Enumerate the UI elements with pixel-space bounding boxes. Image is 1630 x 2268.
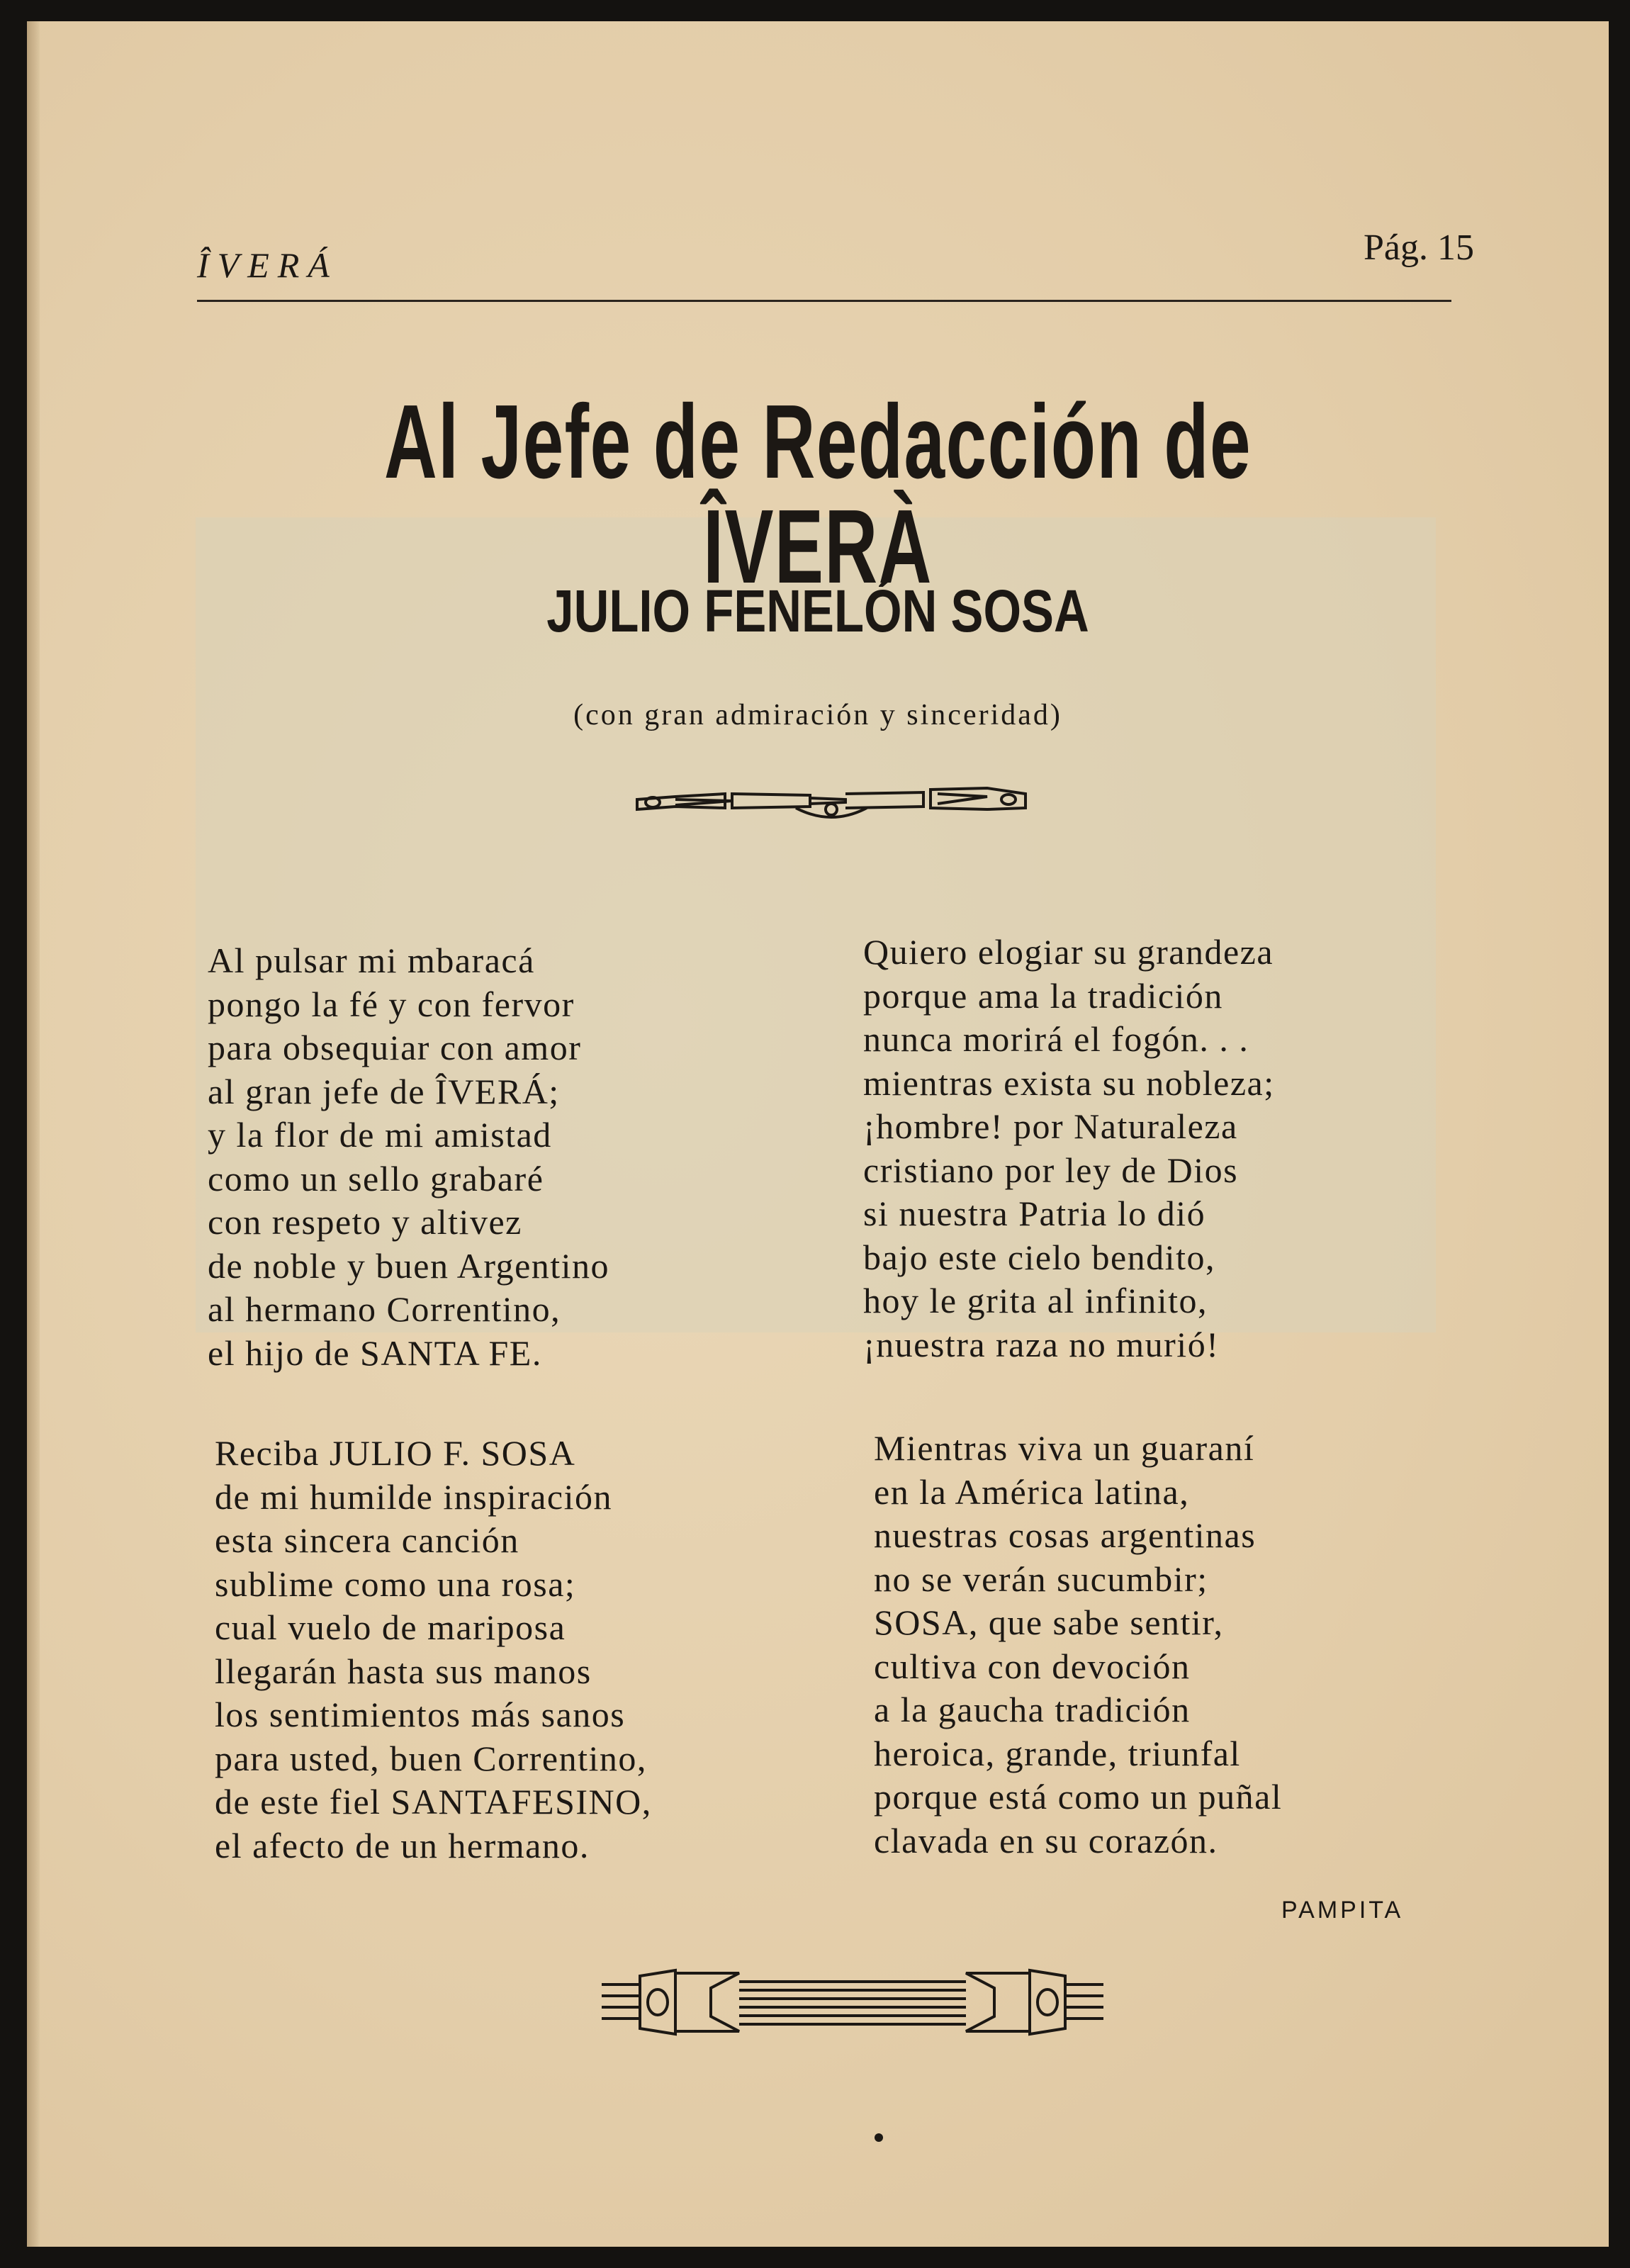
poem-line: heroica, grande, triunfal	[874, 1733, 1241, 1773]
poem-line: porque ama la tradición	[863, 975, 1223, 1016]
poem-line: Quiero elogiar su grandeza	[863, 932, 1274, 972]
poem-line: con respeto y altivez	[208, 1202, 522, 1242]
poem-line: de este fiel SANTAFESINO,	[215, 1782, 652, 1821]
poem-line: en la América latina,	[874, 1471, 1190, 1512]
header-rule	[197, 300, 1451, 302]
poem-line: al hermano Correntino,	[208, 1289, 561, 1329]
poem-line: de noble y buen Argentino	[208, 1245, 610, 1286]
dedication-line: (con gran admiración y sinceridad)	[573, 699, 1062, 731]
poem-line: cultiva con devoción	[874, 1646, 1191, 1686]
poem-line: si nuestra Patria lo dió	[863, 1194, 1206, 1233]
poem-stanza-3	[215, 1432, 652, 1868]
poem-line: llegarán hasta sus manos	[215, 1651, 592, 1691]
poem-line: cristiano por ley de Dios	[863, 1150, 1239, 1190]
ornament-bottom	[597, 1956, 1108, 2048]
poem-author: PAMPITA	[1281, 1897, 1404, 1924]
poem-line: porque está como un puñal	[874, 1777, 1283, 1817]
poem-line: al gran jefe de ÎVERÁ;	[208, 1071, 560, 1111]
poem-line: bajo este cielo bendito,	[863, 1237, 1215, 1277]
poem-line: para obsequiar con amor	[208, 1028, 582, 1067]
article-title: Al Jefe de Redacción de ÎVERÀ	[383, 383, 1252, 605]
poem-line: ¡nuestra raza no murió!	[863, 1324, 1220, 1364]
poem-line: hoy le grita al infinito,	[863, 1281, 1208, 1320]
ornament-top	[633, 773, 1030, 836]
poem-stanza-1	[208, 939, 609, 1375]
poem-line: esta sincera canción	[215, 1520, 519, 1560]
poem-line: cual vuelo de mariposa	[215, 1607, 566, 1647]
poem-line: y la flor de mi amistad	[208, 1115, 552, 1155]
poem-line: Al pulsar mi mbaracá	[208, 941, 535, 980]
poem-line: no se verán sucumbir;	[874, 1559, 1208, 1599]
magazine-page	[27, 21, 1609, 2247]
poem-line: Mientras viva un guaraní	[874, 1428, 1255, 1468]
poem-line: a la gaucha tradición	[874, 1690, 1191, 1729]
poem-line: como un sello grabaré	[208, 1158, 544, 1198]
poem-line: clavada en su corazón.	[874, 1820, 1218, 1860]
running-title: ÎVERÁ	[197, 245, 338, 285]
poem-line: de mi humilde inspiración	[215, 1476, 613, 1517]
page-binding-edge	[27, 21, 40, 2247]
poem-stanza-2	[863, 931, 1275, 1366]
poem-line: SOSA, que sabe sentir,	[874, 1602, 1224, 1642]
poem-line: mientras exista su nobleza;	[863, 1062, 1275, 1103]
poem-line: el afecto de un hermano.	[215, 1825, 590, 1865]
poem-line: Reciba JULIO F. SOSA	[215, 1433, 576, 1473]
page-number: Pág. 15	[1364, 228, 1474, 268]
poem-stanza-4	[874, 1427, 1282, 1863]
poem-line: para usted, buen Correntino,	[215, 1738, 647, 1778]
poem-line: los sentimientos más sanos	[215, 1695, 626, 1734]
poem-line: sublime como una rosa;	[215, 1564, 576, 1604]
poem-line: nunca morirá el fogón. . .	[863, 1019, 1249, 1059]
decorative-dot	[875, 2133, 883, 2142]
poem-line: el hijo de SANTA FE.	[208, 1332, 542, 1373]
poem-line: nuestras cosas argentinas	[874, 1515, 1257, 1555]
poem-line: pongo la fé y con fervor	[208, 984, 575, 1024]
article-subtitle: JULIO FENELÓN SOSA	[546, 578, 1089, 644]
poem-line: ¡hombre! por Naturaleza	[863, 1106, 1238, 1146]
